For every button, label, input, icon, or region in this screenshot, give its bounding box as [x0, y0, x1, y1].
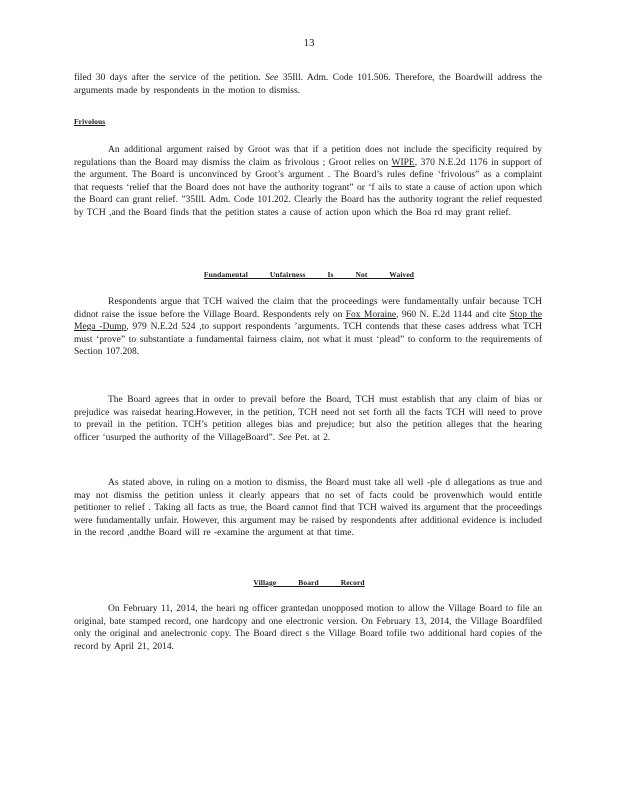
case-name-wipe: WIPE	[391, 157, 415, 168]
see-signal: See	[265, 73, 279, 83]
record-paragraph	[74, 603, 542, 653]
board-agrees-paragraph	[74, 394, 542, 444]
waiver-paragraph	[74, 296, 542, 359]
heading-village-board-record: Village Board Record	[253, 578, 365, 587]
ruling-text: As stated above, in ruling on a motion to dismiss, the Board must take all well -ple d allegations as true and may not dismiss the petition unless it clearly appears that no set of facts could be provenwhich would entitle petitioner to relief . Taking all facts as true, the Board cannot find that TCH waived its argument that the proceedings were fundamentally unfair. However, this argument may be raised by respondents after additional evidence is included in the record ,andthe Board will re -examine the argument at that time.	[74, 478, 542, 539]
waiver-text: Respondents argue that TCH waived the claim that the proceedings were fundamentally unfair because TCH didnot raise the issue before the Village Board. Respondents rely on	[74, 297, 542, 320]
heading-fundamental-unfairness: Fundamental Unfairness Is Not Waived	[203, 270, 415, 279]
waiver-text-end: , 979 N.E.2d 524 ,to support respondents ’arguments. TCH contends that these cases address what TCH must ‘prove” to substantiate a fundamental fairness claim, not what it must ‘plead” to conform to the requirements of Section 107.208.	[74, 322, 542, 358]
intro-text-cont: 35Ill. Adm. Code 101.506. Therefore, the Boardwill address the arguments made by respondents in the motion to dismiss.	[74, 73, 542, 96]
frivolous-text: An additional argument raised by Groot was that if a petition does not include the specificity required by regulations than the Board may dismiss the claim as frivolous ; Groot relies on	[74, 145, 542, 168]
case-name-fox-moraine: Fox Moraine	[345, 309, 397, 320]
intro-text: filed 30 days after the service of the petition.	[74, 73, 261, 83]
pet-citation: Pet. at 2.	[295, 432, 331, 443]
heading-frivolous: Frivolous	[74, 117, 106, 126]
ruling-paragraph	[74, 477, 542, 540]
case-name-stop-the-mega-dump: Stop the Mega -Dump	[74, 309, 542, 333]
see-signal-2: See	[278, 432, 292, 443]
board-agrees-text: The Board agrees that in order to prevail before the Board, TCH must establish that any claim of bias or prejudice was raisedat hearing.However, in the petition, TCH need not set forth all the facts TCH will need to prove to prevail in the petition. TCH’s petition alleges bias and prejudice; but also the petition alleges that the hearing officer ‘usurped the authority of the VillageBoard”.	[74, 395, 542, 443]
record-text: On February 11, 2014, the heari ng officer grantedan unopposed motion to allow the Village Board to file an original, bate stamped record, one hardcopy and one electronic version. On February 13, 2014, the Village Boardfiled only the original and anelectronic copy. The Board direct s the Village Board tofile two additional hard copies of the record by April 21, 2014.	[74, 604, 542, 652]
frivolous-text-cont: , 370 N.E.2d 1176 in support of the argument. The Board is unconvinced by Groot’s argument . The Board’s rules define ‘frivolous” as a complaint that requests ‘relief that the Board does not have the authority togrant” or ‘f ails to state a cause of action upon which the Board can grant relief. ”35Ill. Adm. Code 101.202. Clearly the Board has the authority togrant the relief requested by TCH ,and the Board finds that the petition states a cause of action upon which the Boa rd may grant relief.	[74, 157, 542, 218]
waiver-text-mid: , 960 N. E.2d 1144 and cite	[396, 309, 507, 320]
frivolous-paragraph	[74, 144, 542, 220]
page-number: 13	[303, 37, 315, 49]
intro-paragraph	[74, 72, 542, 97]
